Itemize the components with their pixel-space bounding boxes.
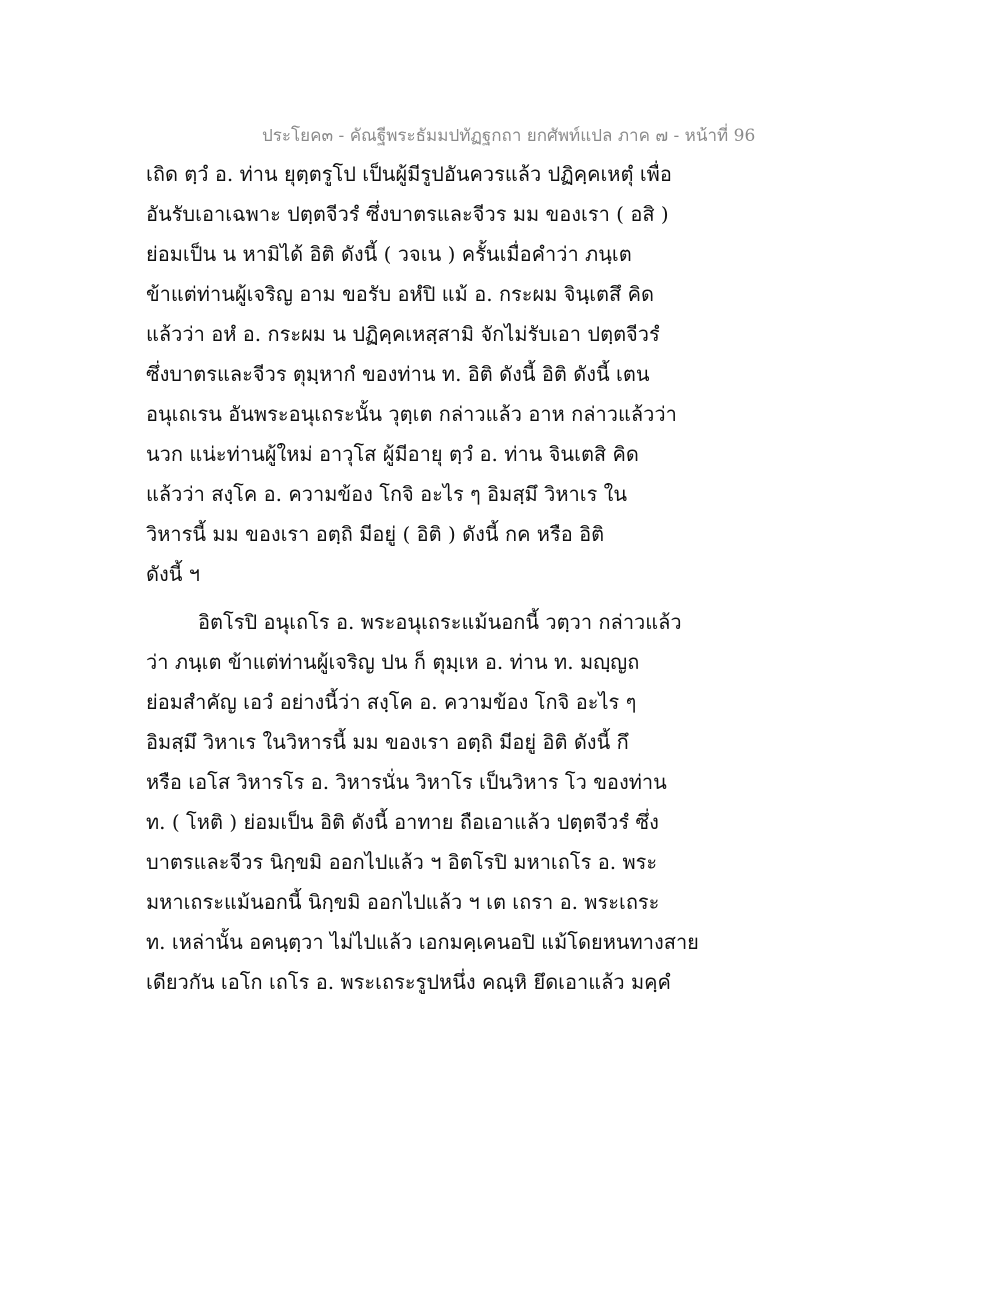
text-line: บาตรและจีวร นิกฺขมิ ออกไปแล้ว ฯ อิตโรปิ มหาเถโร อ. พระ [146, 850, 658, 874]
text-line: ย่อมสำคัญ เอวํ อย่างนี้ว่า สงฺโค อ. ความข้อง โกจิ อะไร ๆ [146, 690, 637, 714]
text-line: ข้าแต่ท่านผู้เจริญ อาม ขอรับ อหํปิ แม้ อ. กระผม จินฺเตสึ คิด [146, 282, 654, 306]
text-line: นวก แน่ะท่านผู้ใหม่ อาวุโส ผู้มีอายุ ตฺวํ อ. ท่าน จินเตสิ คิด [146, 442, 639, 466]
text-line: ท. เหล่านั้น อคนฺตฺวา ไม่ไปแล้ว เอกมคฺเคนอปิ แม้โดยหนทางสาย [146, 930, 699, 954]
text-line: อิมสฺมึ วิหาเร ในวิหารนี้ มม ของเรา อตฺถิ มีอยู่ อิติ ดังนี้ กึ [146, 730, 629, 754]
text-line: วิหารนี้ มม ของเรา อตฺถิ มีอยู่ ( อิติ ) ดังนี้ กค หรือ อิติ [146, 522, 605, 546]
page-header: ประโยค๓ - คัณฐีพระธัมมปทัฏฐกถา ยกศัพท์แปล ภาค ๗ - หน้าที่ 96 [262, 126, 756, 146]
text-line: อันรับเอาเฉพาะ ปตฺตจีวรํ ซึ่งบาตรและจีวร มม ของเรา ( อสิ ) [146, 202, 669, 226]
text-line: เดียวกัน เอโก เถโร อ. พระเถระรูปหนึ่ง คณฺหิ ยึดเอาแล้ว มคฺคํ [146, 970, 671, 994]
body-text [146, 156, 866, 1004]
paragraph-first-line: อิตโรปิ อนุเถโร อ. พระอนุเถระแม้นอกนี้ วตฺวา กล่าวแล้ว [198, 610, 682, 634]
text-line: ท. ( โหติ ) ย่อมเป็น อิติ ดังนี้ อาทาย ถือเอาแล้ว ปตฺตจีวรํ ซึ่ง [146, 810, 659, 834]
text-line: อนุเถเรน อันพระอนุเถระนั้น วุตฺเต กล่าวแล้ว อาห กล่าวแล้วว่า [146, 402, 677, 426]
text-line: ดังนี้ ฯ [146, 562, 201, 586]
text-line: มหาเถระแม้นอกนี้ นิกฺขมิ ออกไปแล้ว ฯ เต เถรา อ. พระเถระ [146, 890, 660, 914]
text-line: ย่อมเป็น น หามิได้ อิติ ดังนี้ ( วจเน ) ครั้นเมื่อคำว่า ภนฺเต [146, 242, 632, 266]
text-line: หรือ เอโส วิหารโร อ. วิหารนั่น วิหาโร เป็นวิหาร โว ของท่าน [146, 770, 667, 794]
text-line: เถิด ตฺวํ อ. ท่าน ยุตฺตรูโป เป็นผู้มีรูปอันควรแล้ว ปฏิคฺคเหตุํ เพื่อ [146, 162, 672, 186]
text-line: ว่า ภนฺเต ข้าแต่ท่านผู้เจริญ ปน ก็ ตุมฺเห อ. ท่าน ท. มญฺญถ [146, 650, 640, 674]
text-line: แล้วว่า สงฺโค อ. ความข้อง โกจิ อะไร ๆ อิมสฺมึ วิหาเร ใน [146, 482, 628, 506]
text-line: ซึ่งบาตรและจีวร ตุมฺหากํ ของท่าน ท. อิติ ดังนี้ อิติ ดังนี้ เตน [146, 362, 650, 386]
text-line: แล้วว่า อหํ อ. กระผม น ปฏิคฺคเหสฺสามิ จักไม่รับเอา ปตฺตจีวรํ [146, 322, 660, 346]
